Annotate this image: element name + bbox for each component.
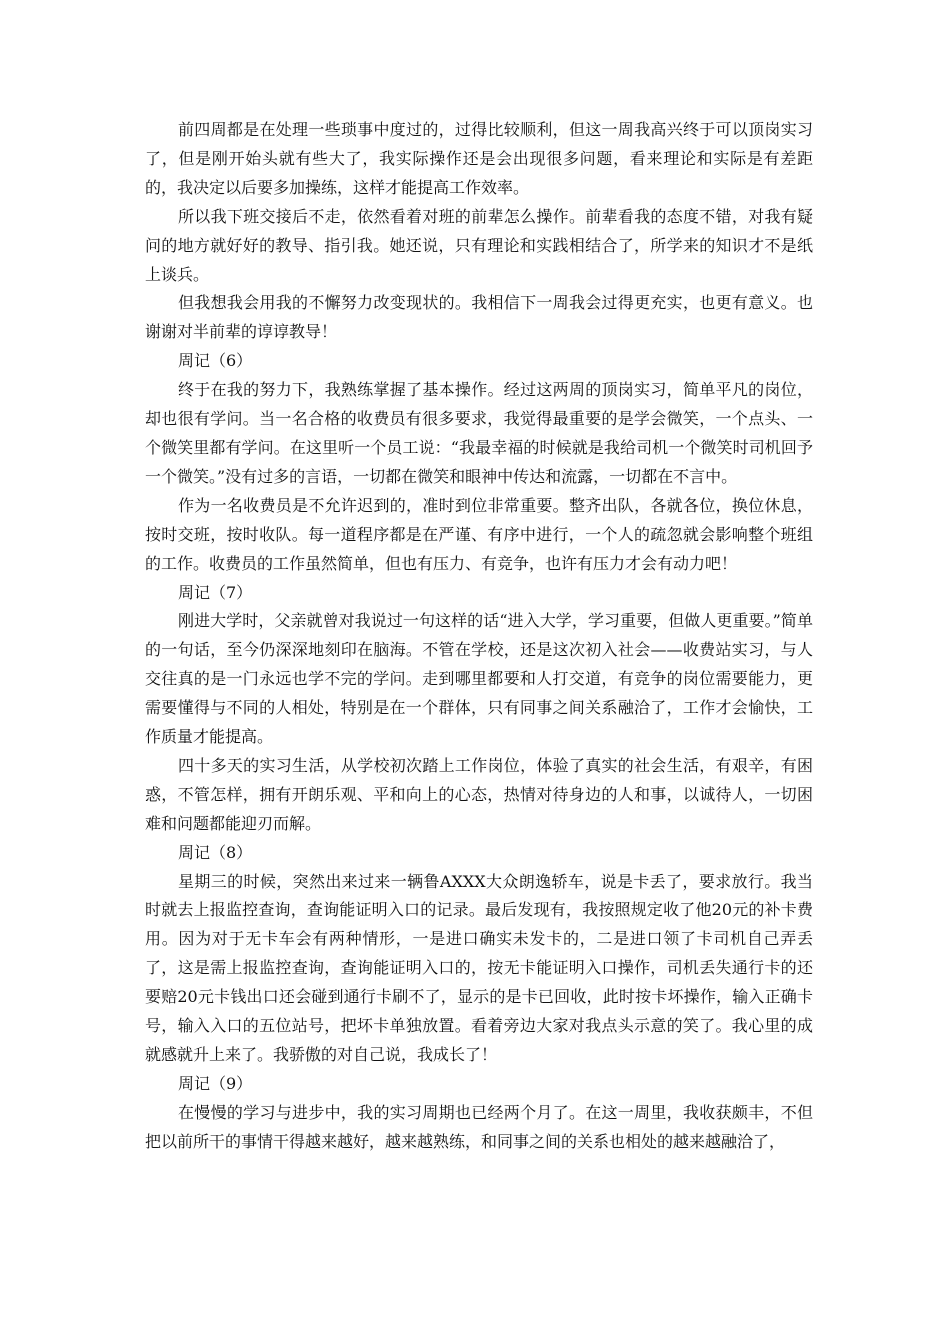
paragraph: 但我想我会用我的不懈努力改变现状的。我相信下一周我会过得更充实，也更有意义。也谢谢对半前辈的谆谆教导！ <box>145 293 813 342</box>
paragraph: 刚进大学时，父亲就曾对我说过一句这样的话“进入大学，学习重要，但做人更重要。”简单的一句话，至今仍深深地刻印在脑海。不管在学校，还是这次初入社会——收费站实习，与人交往真的是一门永远也学不完的学问。走到哪里都要和人打交道，有竞争的岗位需要能力，更需要懂得与不同的人相处，特别是在一个群体，只有同事之间关系融洽了，工作才会愉快，工作质量才能提高。 <box>145 611 813 747</box>
section-heading: 周记（9） <box>178 1073 253 1093</box>
paragraph: 作为一名收费员是不允许迟到的，准时到位非常重要。整齐出队，各就各位，换位休息，按时交班，按时收队。每一道程序都是在严谨、有序中进行，一个人的疏忽就会影响整个班组的工作。收费员的工作虽然简单，但也有压力、有竞争，也许有压力才会有动力吧！ <box>145 495 813 573</box>
section-heading: 周记（6） <box>178 351 253 371</box>
paragraph: 星期三的时候，突然出来过来一辆鲁AXXX大众朗逸轿车，说是卡丢了，要求放行。我当时就去上报监控查询，查询能证明入口的记录。最后发现有，我按照规定收了他20元的补卡费用。因为对于无卡车会有两种情形，一是进口确实未发卡的，二是进口领了卡司机自己弄丢了，这是需上报监控查询，查询能证明入口的，按无卡能证明入口操作，司机丢失通行卡的还要赔20元卡钱出口还会碰到通行卡刷不了，显示的是卡已回收，此时按卡坏操作，输入正确卡号，输入入口的五位站号，把坏卡单独放置。看着旁边大家对我点头示意的笑了。我心里的成就感就升上来了。我骄傲的对自己说，我成长了！ <box>145 871 813 1064</box>
document-body <box>145 116 813 1157</box>
paragraph: 前四周都是在处理一些琐事中度过的，过得比较顺利，但这一周我高兴终于可以顶岗实习了，但是刚开始头就有些大了，我实际操作还是会出现很多问题，看来理论和实际是有差距的，我决定以后要多加操练，这样才能提高工作效率。 <box>145 120 813 197</box>
paragraph: 在慢慢的学习与进步中，我的实习周期也已经两个月了。在这一周里，我收获颇丰，不但把以前所干的事情干得越来越好，越来越熟练，和同事之间的关系也相处的越来越融洽了， <box>145 1102 813 1151</box>
paragraph: 终于在我的努力下，我熟练掌握了基本操作。经过这两周的顶岗实习，简单平凡的岗位，却也很有学问。当一名合格的收费员有很多要求，我觉得最重要的是学会微笑，一个点头、一个微笑里都有学问。在这里听一个员工说：“我最幸福的时候就是我给司机一个微笑时司机回予一个微笑。”没有过多的言语，一切都在微笑和眼神中传达和流露，一切都在不言中。 <box>145 380 813 486</box>
paragraph: 所以我下班交接后不走，依然看着对班的前辈怎么操作。前辈看我的态度不错，对我有疑问的地方就好好的教导、指引我。她还说，只有理论和实践相结合了，所学来的知识才不是纸上谈兵。 <box>145 206 813 284</box>
paragraph: 四十多天的实习生活，从学校初次踏上工作岗位，体验了真实的社会生活，有艰辛，有困惑，不管怎样，拥有开朗乐观、平和向上的心态，热情对待身边的人和事，以诚待人，一切困难和问题都能迎刃而解。 <box>145 755 813 833</box>
section-heading: 周记（7） <box>178 582 253 602</box>
section-heading: 周记（8） <box>178 842 253 862</box>
